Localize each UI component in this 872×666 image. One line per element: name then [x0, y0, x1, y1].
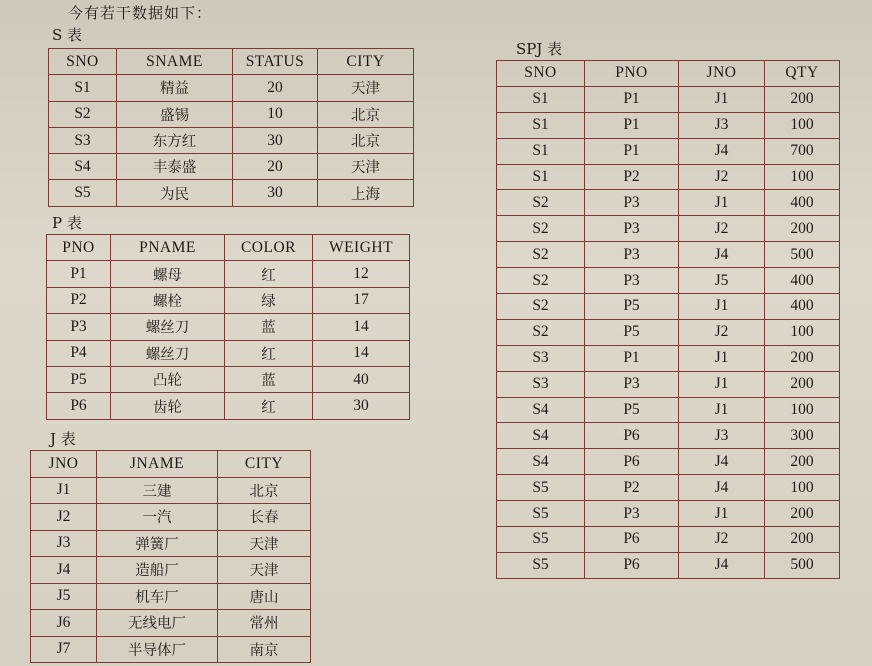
table-cell: J3 — [679, 112, 765, 138]
table-header-row — [31, 451, 311, 478]
table-cell: J2 — [679, 164, 765, 190]
table-header-row — [49, 49, 414, 75]
table-cell: 10 — [233, 101, 318, 127]
table-cell: P5 — [585, 397, 679, 423]
table-cell: 蓝 — [225, 314, 313, 340]
table-cell: S5 — [497, 527, 585, 553]
table-cell: 天津 — [218, 557, 311, 584]
table-cell: P2 — [585, 164, 679, 190]
table-cell: 齿轮 — [111, 393, 225, 419]
table-cell: 唐山 — [218, 583, 311, 610]
table-cell: 200 — [765, 86, 840, 112]
table-row — [497, 112, 840, 138]
table-cell: 东方红 — [117, 127, 233, 153]
table-cell: 上海 — [318, 180, 414, 206]
table-cell: P3 — [47, 314, 111, 340]
table-row — [497, 268, 840, 294]
table-cell: 红 — [225, 261, 313, 287]
table-cell: 100 — [765, 475, 840, 501]
table-cell: 100 — [765, 112, 840, 138]
table-cell: 机车厂 — [97, 583, 218, 610]
table-row — [49, 127, 414, 153]
table-header-row — [497, 61, 840, 87]
table-row — [49, 75, 414, 101]
table-cell: 400 — [765, 294, 840, 320]
table-cell: 凸轮 — [111, 366, 225, 392]
table-row — [31, 636, 311, 663]
table-cell: J2 — [679, 216, 765, 242]
table-cell: 300 — [765, 423, 840, 449]
table-row — [497, 397, 840, 423]
table-cell: P3 — [585, 242, 679, 268]
table-cell: 一汽 — [97, 504, 218, 531]
table-cell: 500 — [765, 552, 840, 578]
table-row — [497, 86, 840, 112]
table-cell: 绿 — [225, 287, 313, 313]
table-cell: 螺栓 — [111, 287, 225, 313]
table-cell: P3 — [585, 216, 679, 242]
table-row — [49, 154, 414, 180]
table-cell: 红 — [225, 393, 313, 419]
table-cell: J4 — [679, 475, 765, 501]
table-row — [49, 101, 414, 127]
table-cell: 200 — [765, 501, 840, 527]
table-row — [31, 477, 311, 504]
spj-table-title: SPJ 表 — [516, 40, 563, 58]
j-table-title: J 表 — [50, 430, 76, 448]
table-cell: S2 — [497, 268, 585, 294]
table-cell: J3 — [679, 423, 765, 449]
table-cell: P6 — [585, 552, 679, 578]
table-cell: 400 — [765, 268, 840, 294]
table-row — [49, 180, 414, 206]
table-cell: J4 — [679, 552, 765, 578]
table-cell: S4 — [49, 154, 117, 180]
table-cell: 北京 — [318, 101, 414, 127]
table-cell: 盛锡 — [117, 101, 233, 127]
s-table-title: S 表 — [52, 26, 83, 44]
table-cell: J1 — [31, 477, 97, 504]
column-header: COLOR — [225, 235, 313, 261]
column-header: CITY — [318, 49, 414, 75]
table-cell: S5 — [497, 501, 585, 527]
table-row — [497, 552, 840, 578]
table-cell: 100 — [765, 319, 840, 345]
column-header: SNO — [49, 49, 117, 75]
table-cell: J1 — [679, 190, 765, 216]
table-cell: S3 — [49, 127, 117, 153]
column-header: JNAME — [97, 451, 218, 478]
spj-table — [496, 60, 840, 579]
table-cell: 30 — [313, 393, 410, 419]
table-cell: 天津 — [318, 75, 414, 101]
table-row — [31, 610, 311, 637]
table-cell: S1 — [497, 164, 585, 190]
table-row — [497, 475, 840, 501]
column-header: SNAME — [117, 49, 233, 75]
table-cell: 天津 — [318, 154, 414, 180]
table-cell: P5 — [585, 294, 679, 320]
table-cell: P6 — [47, 393, 111, 419]
table-cell: S5 — [497, 552, 585, 578]
table-cell: 200 — [765, 449, 840, 475]
table-cell: J1 — [679, 371, 765, 397]
column-header: JNO — [679, 61, 765, 87]
table-row — [497, 216, 840, 242]
table-cell: 北京 — [218, 477, 311, 504]
table-cell: S2 — [49, 101, 117, 127]
table-row — [47, 366, 410, 392]
table-cell: J1 — [679, 345, 765, 371]
column-header: CITY — [218, 451, 311, 478]
table-cell: S1 — [497, 86, 585, 112]
table-cell: S2 — [497, 216, 585, 242]
table-cell: 200 — [765, 527, 840, 553]
table-cell: 40 — [313, 366, 410, 392]
table-cell: P3 — [585, 501, 679, 527]
table-row — [497, 190, 840, 216]
table-row — [47, 340, 410, 366]
j-table — [30, 450, 311, 663]
table-row — [497, 371, 840, 397]
table-cell: S2 — [497, 242, 585, 268]
table-cell: S1 — [497, 112, 585, 138]
table-cell: 蓝 — [225, 366, 313, 392]
table-cell: P2 — [47, 287, 111, 313]
table-cell: S3 — [497, 371, 585, 397]
table-cell: 20 — [233, 75, 318, 101]
table-row — [31, 530, 311, 557]
table-row — [497, 294, 840, 320]
table-cell: 200 — [765, 371, 840, 397]
table-cell: J4 — [679, 449, 765, 475]
table-cell: P1 — [585, 345, 679, 371]
table-cell: P6 — [585, 449, 679, 475]
table-cell: J2 — [679, 319, 765, 345]
table-cell: S2 — [497, 294, 585, 320]
column-header: PNO — [47, 235, 111, 261]
table-cell: 螺丝刀 — [111, 340, 225, 366]
table-cell: P1 — [585, 138, 679, 164]
table-cell: 100 — [765, 397, 840, 423]
table-cell: 长春 — [218, 504, 311, 531]
table-row — [497, 164, 840, 190]
table-cell: 为民 — [117, 180, 233, 206]
table-cell: 南京 — [218, 636, 311, 663]
table-cell: P4 — [47, 340, 111, 366]
table-header-row — [47, 235, 410, 261]
table-row — [47, 261, 410, 287]
s-table — [48, 48, 414, 207]
table-cell: 半导体厂 — [97, 636, 218, 663]
table-cell: J2 — [679, 527, 765, 553]
table-cell: 北京 — [318, 127, 414, 153]
table-cell: 500 — [765, 242, 840, 268]
table-cell: J4 — [31, 557, 97, 584]
table-cell: 20 — [233, 154, 318, 180]
table-row — [31, 504, 311, 531]
table-cell: P5 — [47, 366, 111, 392]
table-cell: 红 — [225, 340, 313, 366]
table-row — [497, 242, 840, 268]
table-row — [31, 557, 311, 584]
table-cell: J7 — [31, 636, 97, 663]
table-row — [47, 393, 410, 419]
intro-text: 今有若干数据如下： — [68, 4, 213, 22]
table-cell: J1 — [679, 501, 765, 527]
table-row — [47, 314, 410, 340]
table-cell: 三建 — [97, 477, 218, 504]
p-table-title: P 表 — [52, 214, 82, 232]
table-cell: S5 — [49, 180, 117, 206]
table-cell: 30 — [233, 127, 318, 153]
table-cell: 14 — [313, 314, 410, 340]
table-cell: P3 — [585, 268, 679, 294]
table-cell: P2 — [585, 475, 679, 501]
column-header: QTY — [765, 61, 840, 87]
table-cell: 200 — [765, 345, 840, 371]
table-row — [497, 527, 840, 553]
table-cell: 14 — [313, 340, 410, 366]
table-cell: 弹簧厂 — [97, 530, 218, 557]
table-cell: 无线电厂 — [97, 610, 218, 637]
table-cell: J5 — [31, 583, 97, 610]
column-header: STATUS — [233, 49, 318, 75]
table-row — [497, 319, 840, 345]
table-cell: P1 — [585, 112, 679, 138]
table-cell: J6 — [31, 610, 97, 637]
table-cell: S4 — [497, 449, 585, 475]
table-cell: 螺丝刀 — [111, 314, 225, 340]
table-cell: S2 — [497, 190, 585, 216]
table-cell: 天津 — [218, 530, 311, 557]
table-row — [497, 449, 840, 475]
table-cell: 常州 — [218, 610, 311, 637]
table-cell: S3 — [497, 345, 585, 371]
table-cell: 丰泰盛 — [117, 154, 233, 180]
table-cell: P3 — [585, 190, 679, 216]
column-header: WEIGHT — [313, 235, 410, 261]
table-cell: 100 — [765, 164, 840, 190]
table-row — [497, 138, 840, 164]
table-cell: P3 — [585, 371, 679, 397]
table-row — [31, 583, 311, 610]
table-cell: 700 — [765, 138, 840, 164]
table-cell: J1 — [679, 86, 765, 112]
column-header: PNO — [585, 61, 679, 87]
table-cell: P1 — [47, 261, 111, 287]
table-cell: 12 — [313, 261, 410, 287]
table-cell: 螺母 — [111, 261, 225, 287]
table-cell: 精益 — [117, 75, 233, 101]
table-cell: J4 — [679, 138, 765, 164]
table-cell: J4 — [679, 242, 765, 268]
column-header: SNO — [497, 61, 585, 87]
p-table — [46, 234, 410, 420]
table-row — [497, 423, 840, 449]
table-cell: P1 — [585, 86, 679, 112]
table-cell: 30 — [233, 180, 318, 206]
table-row — [47, 287, 410, 313]
table-cell: 17 — [313, 287, 410, 313]
column-header: JNO — [31, 451, 97, 478]
table-cell: P5 — [585, 319, 679, 345]
table-cell: S1 — [49, 75, 117, 101]
table-cell: 造船厂 — [97, 557, 218, 584]
table-cell: 400 — [765, 190, 840, 216]
table-cell: S5 — [497, 475, 585, 501]
table-cell: S1 — [497, 138, 585, 164]
table-cell: S2 — [497, 319, 585, 345]
table-row — [497, 501, 840, 527]
table-cell: S4 — [497, 397, 585, 423]
table-cell: P6 — [585, 423, 679, 449]
table-cell: P6 — [585, 527, 679, 553]
table-row — [497, 345, 840, 371]
table-cell: J2 — [31, 504, 97, 531]
table-cell: 200 — [765, 216, 840, 242]
table-cell: J5 — [679, 268, 765, 294]
table-cell: J1 — [679, 294, 765, 320]
table-cell: S4 — [497, 423, 585, 449]
column-header: PNAME — [111, 235, 225, 261]
table-cell: J1 — [679, 397, 765, 423]
table-cell: J3 — [31, 530, 97, 557]
